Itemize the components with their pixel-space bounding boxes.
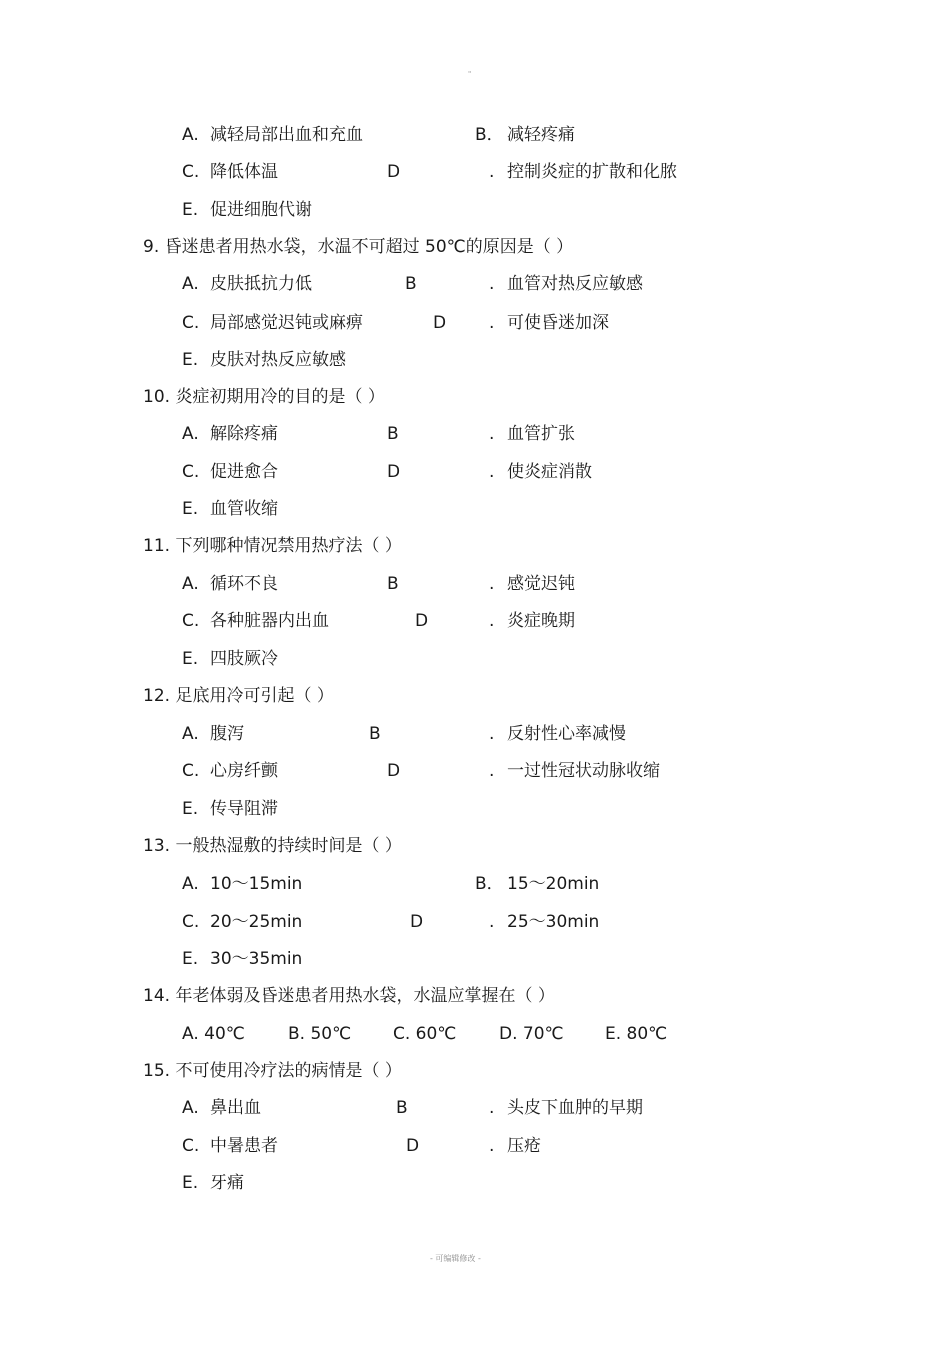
option-text: 炎症晚期	[507, 611, 575, 631]
option-text: 减轻局部出血和充血	[210, 125, 363, 145]
option-text: 皮肤对热反应敏感	[210, 350, 346, 370]
question-13-stem: 13. 一般热湿敷的持续时间是（ ）	[143, 836, 402, 856]
option-key: D	[410, 912, 424, 932]
option-key: D	[433, 313, 447, 333]
option-key: B	[387, 574, 399, 594]
option-text: 血管收缩	[210, 499, 278, 519]
option-key: E.	[182, 799, 199, 819]
option-dot: .	[489, 274, 495, 294]
option-key: B	[405, 274, 417, 294]
option-dot: .	[489, 1136, 495, 1156]
option-key: B	[387, 424, 399, 444]
option-key: A.	[182, 874, 199, 894]
option-text: 解除疼痛	[210, 424, 278, 444]
option-key: A.	[182, 125, 199, 145]
option-key: C.	[182, 611, 200, 631]
option-text: 降低体温	[210, 162, 278, 182]
option-key: A.	[182, 574, 199, 594]
option-key: B．	[475, 874, 504, 894]
option-text: 15～20min	[507, 874, 600, 894]
option-a: A. 40℃	[182, 1024, 245, 1044]
question-15-stem: 15. 不可使用冷疗法的病情是（ ）	[143, 1061, 402, 1081]
option-dot: .	[489, 761, 495, 781]
option-key: E.	[182, 350, 199, 370]
option-text: 减轻疼痛	[507, 125, 575, 145]
option-text: 促进细胞代谢	[210, 200, 312, 220]
option-key: D	[387, 162, 401, 182]
option-dot: .	[489, 1098, 495, 1118]
option-key: C.	[182, 162, 200, 182]
option-key: C.	[182, 1136, 200, 1156]
option-dot: .	[489, 162, 495, 182]
option-text: 皮肤抵抗力低	[210, 274, 312, 294]
option-dot: .	[489, 611, 495, 631]
option-text: 使炎症消散	[507, 462, 592, 482]
option-text: 心房纤颤	[210, 761, 278, 781]
option-key: B	[369, 724, 381, 744]
option-key: A.	[182, 424, 199, 444]
option-text: 局部感觉迟钝或麻痹	[210, 313, 363, 333]
option-key: E.	[182, 1173, 199, 1193]
option-key: C.	[182, 462, 200, 482]
option-key: E.	[182, 649, 199, 669]
option-text: 10～15min	[210, 874, 303, 894]
option-d: D. 70℃	[499, 1024, 564, 1044]
option-text: 一过性冠状动脉收缩	[507, 761, 660, 781]
option-text: 循环不良	[210, 574, 278, 594]
option-key: D	[387, 462, 401, 482]
option-key: E.	[182, 200, 199, 220]
question-12-stem: 12. 足底用冷可引起（ ）	[143, 686, 334, 706]
question-9-stem: 9. 昏迷患者用热水袋，水温不可超过 50℃的原因是（ ）	[143, 237, 574, 257]
option-text: 25～30min	[507, 912, 600, 932]
option-text: 促进愈合	[210, 462, 278, 482]
page-footer: - 可编辑修改 -	[430, 1254, 481, 1263]
option-text: 鼻出血	[210, 1098, 261, 1118]
option-text: 反射性心率减慢	[507, 724, 626, 744]
question-14-stem: 14. 年老体弱及昏迷患者用热水袋，水温应掌握在（ ）	[143, 986, 555, 1006]
option-text: 血管扩张	[507, 424, 575, 444]
option-text: 腹泻	[210, 724, 244, 744]
option-dot: .	[489, 424, 495, 444]
question-11-stem: 11. 下列哪种情况禁用热疗法（ ）	[143, 536, 402, 556]
option-key: A.	[182, 1098, 199, 1118]
option-key: E.	[182, 499, 199, 519]
header-mark: "	[468, 70, 472, 78]
option-key: D	[387, 761, 401, 781]
option-dot: .	[489, 724, 495, 744]
option-text: 可使昏迷加深	[507, 313, 609, 333]
option-text: 30～35min	[210, 949, 303, 969]
option-key: A.	[182, 724, 199, 744]
option-text: 中暑患者	[210, 1136, 278, 1156]
option-dot: .	[489, 574, 495, 594]
option-key: A.	[182, 274, 199, 294]
option-key: C.	[182, 912, 200, 932]
option-text: 传导阻滞	[210, 799, 278, 819]
option-dot: .	[489, 912, 495, 932]
option-c: C. 60℃	[393, 1024, 457, 1044]
option-text: 血管对热反应敏感	[507, 274, 643, 294]
option-text: 20～25min	[210, 912, 303, 932]
option-text: 控制炎症的扩散和化脓	[507, 162, 677, 182]
option-text: 牙痛	[210, 1173, 244, 1193]
question-10-stem: 10. 炎症初期用冷的目的是（ ）	[143, 387, 385, 407]
option-dot: .	[489, 462, 495, 482]
option-text: 感觉迟钝	[507, 574, 575, 594]
option-text: 压疮	[507, 1136, 541, 1156]
option-dot: .	[489, 313, 495, 333]
option-key: B	[396, 1098, 408, 1118]
option-key: E.	[182, 949, 199, 969]
option-key: C.	[182, 313, 200, 333]
option-key: B．	[475, 125, 504, 145]
option-e: E. 80℃	[605, 1024, 668, 1044]
option-b: B. 50℃	[288, 1024, 352, 1044]
option-text: 四肢厥冷	[210, 649, 278, 669]
option-text: 头皮下血肿的早期	[507, 1098, 643, 1118]
option-text: 各种脏器内出血	[210, 611, 329, 631]
option-key: D	[415, 611, 429, 631]
option-key: D	[406, 1136, 420, 1156]
option-key: C.	[182, 761, 200, 781]
